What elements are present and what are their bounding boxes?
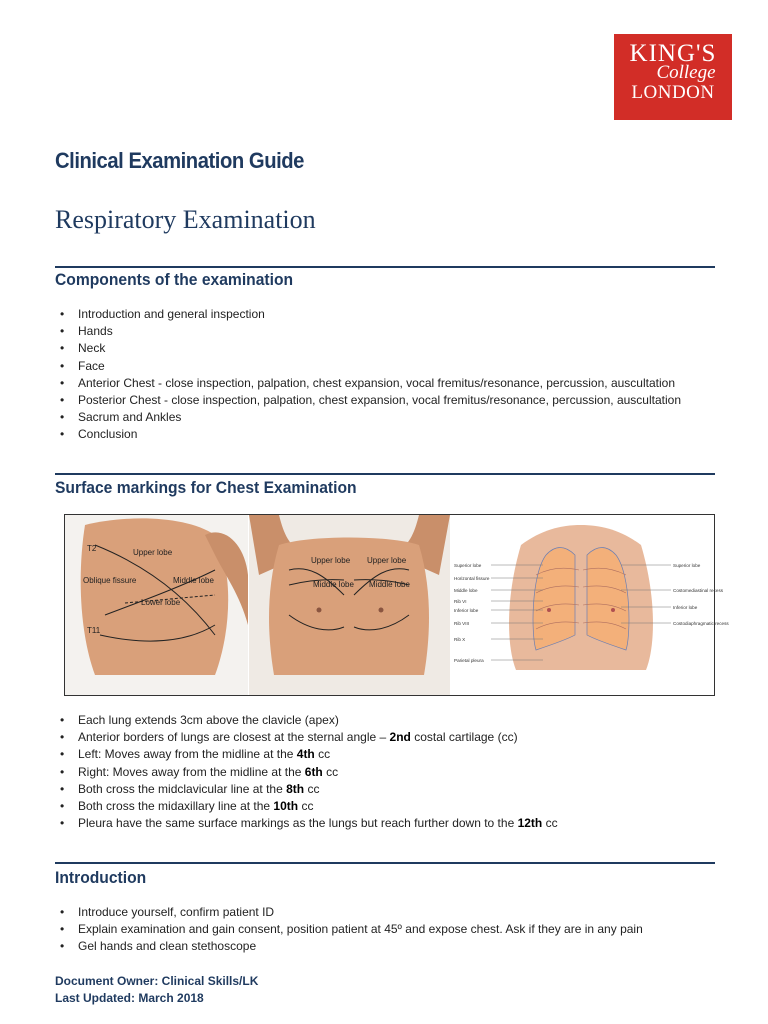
introduction-list — [60, 904, 643, 956]
list-item: • Anterior Chest - close inspection, palpation, chest expansion, vocal fremitus/resonance, percussion, auscultation — [60, 375, 681, 392]
diagram-label: Rib X — [454, 637, 466, 642]
diagram-label: Middle lobe — [454, 588, 478, 593]
diagram-label: Rib VIII — [454, 621, 470, 626]
list-item: • Anterior borders of lungs are closest at the sternal angle – 2nd costal cartilage (cc) — [60, 729, 558, 746]
diagram-label: Horizontal fissure — [454, 576, 490, 581]
list-item: • Neck — [60, 340, 681, 357]
list-item: • Both cross the midaxillary line at the 10th cc — [60, 798, 558, 815]
label-middle-lobe-left: Middle lobe — [313, 580, 354, 589]
logo-line-college: College — [656, 62, 716, 83]
document-owner: Document Owner: Clinical Skills/LK — [55, 974, 259, 988]
diagram-label: Costomediastinal recess — [673, 588, 724, 593]
diagram-label: Inferior lobe — [454, 608, 479, 613]
label-upper-lobe: Upper lobe — [133, 548, 173, 557]
surface-markings-heading: Surface markings for Chest Examination — [55, 478, 357, 497]
label-upper-lobe-left: Upper lobe — [311, 556, 351, 565]
section-divider — [55, 473, 715, 475]
list-item: • Gel hands and clean stethoscope — [60, 938, 643, 955]
diagram-label: Rib VI — [454, 599, 467, 604]
document-title: Clinical Examination Guide — [55, 148, 304, 173]
components-heading: Components of the examination — [55, 270, 294, 289]
components-list — [60, 306, 681, 444]
introduction-heading: Introduction — [55, 868, 147, 887]
list-item: • Left: Moves away from the midline at the 4th cc — [60, 746, 558, 763]
label-t11: T11 — [87, 626, 101, 635]
list-item: • Introduction and general inspection — [60, 306, 681, 323]
logo-line-kings: KING'S — [629, 40, 717, 67]
list-item: • Posterior Chest - close inspection, palpation, chest expansion, vocal fremitus/resonance, percussion, auscultation — [60, 392, 681, 409]
surface-markings-list — [60, 712, 558, 832]
list-item: • Hands — [60, 323, 681, 340]
logo-line-london: LONDON — [631, 82, 715, 103]
diagram-label: Costodiaphragmatic recess — [673, 621, 729, 626]
list-item: • Sacrum and Ankles — [60, 409, 681, 426]
list-item: • Both cross the midclavicular line at the 8th cc — [60, 781, 558, 798]
label-middle-lobe-right: Middle lobe — [369, 580, 410, 589]
anterior-chest-photo — [249, 515, 450, 695]
kings-college-logo — [614, 34, 732, 120]
label-t2: T2 — [87, 544, 97, 553]
diagram-label: Superior lobe — [454, 563, 482, 568]
diagram-label: Superior lobe — [673, 563, 701, 568]
list-item: • Explain examination and gain consent, position patient at 45º and expose chest. Ask if they are in any pain — [60, 921, 643, 938]
list-item: • Introduce yourself, confirm patient ID — [60, 904, 643, 921]
label-oblique-fissure: Oblique fissure — [83, 576, 137, 585]
diagram-label: Parietal pleura — [454, 658, 484, 663]
list-item: • Right: Moves away from the midline at the 6th cc — [60, 764, 558, 781]
lung-anatomy-diagram — [451, 515, 729, 695]
diagram-label: Inferior lobe — [673, 605, 698, 610]
label-upper-lobe-right: Upper lobe — [367, 556, 407, 565]
section-divider — [55, 862, 715, 864]
last-updated: Last Updated: March 2018 — [55, 991, 204, 1005]
label-lower-lobe: Lower lobe — [141, 598, 181, 607]
list-item: • Face — [60, 358, 681, 375]
list-item: • Each lung extends 3cm above the clavicle (apex) — [60, 712, 558, 729]
list-item: • Pleura have the same surface markings as the lungs but reach further down to the 12th cc — [60, 815, 558, 832]
label-middle-lobe: Middle lobe — [173, 576, 214, 585]
list-item: • Conclusion — [60, 426, 681, 443]
document-subtitle: Respiratory Examination — [55, 205, 316, 234]
surface-markings-figure — [64, 514, 729, 696]
section-divider — [55, 266, 715, 268]
lateral-chest-photo — [65, 515, 248, 695]
